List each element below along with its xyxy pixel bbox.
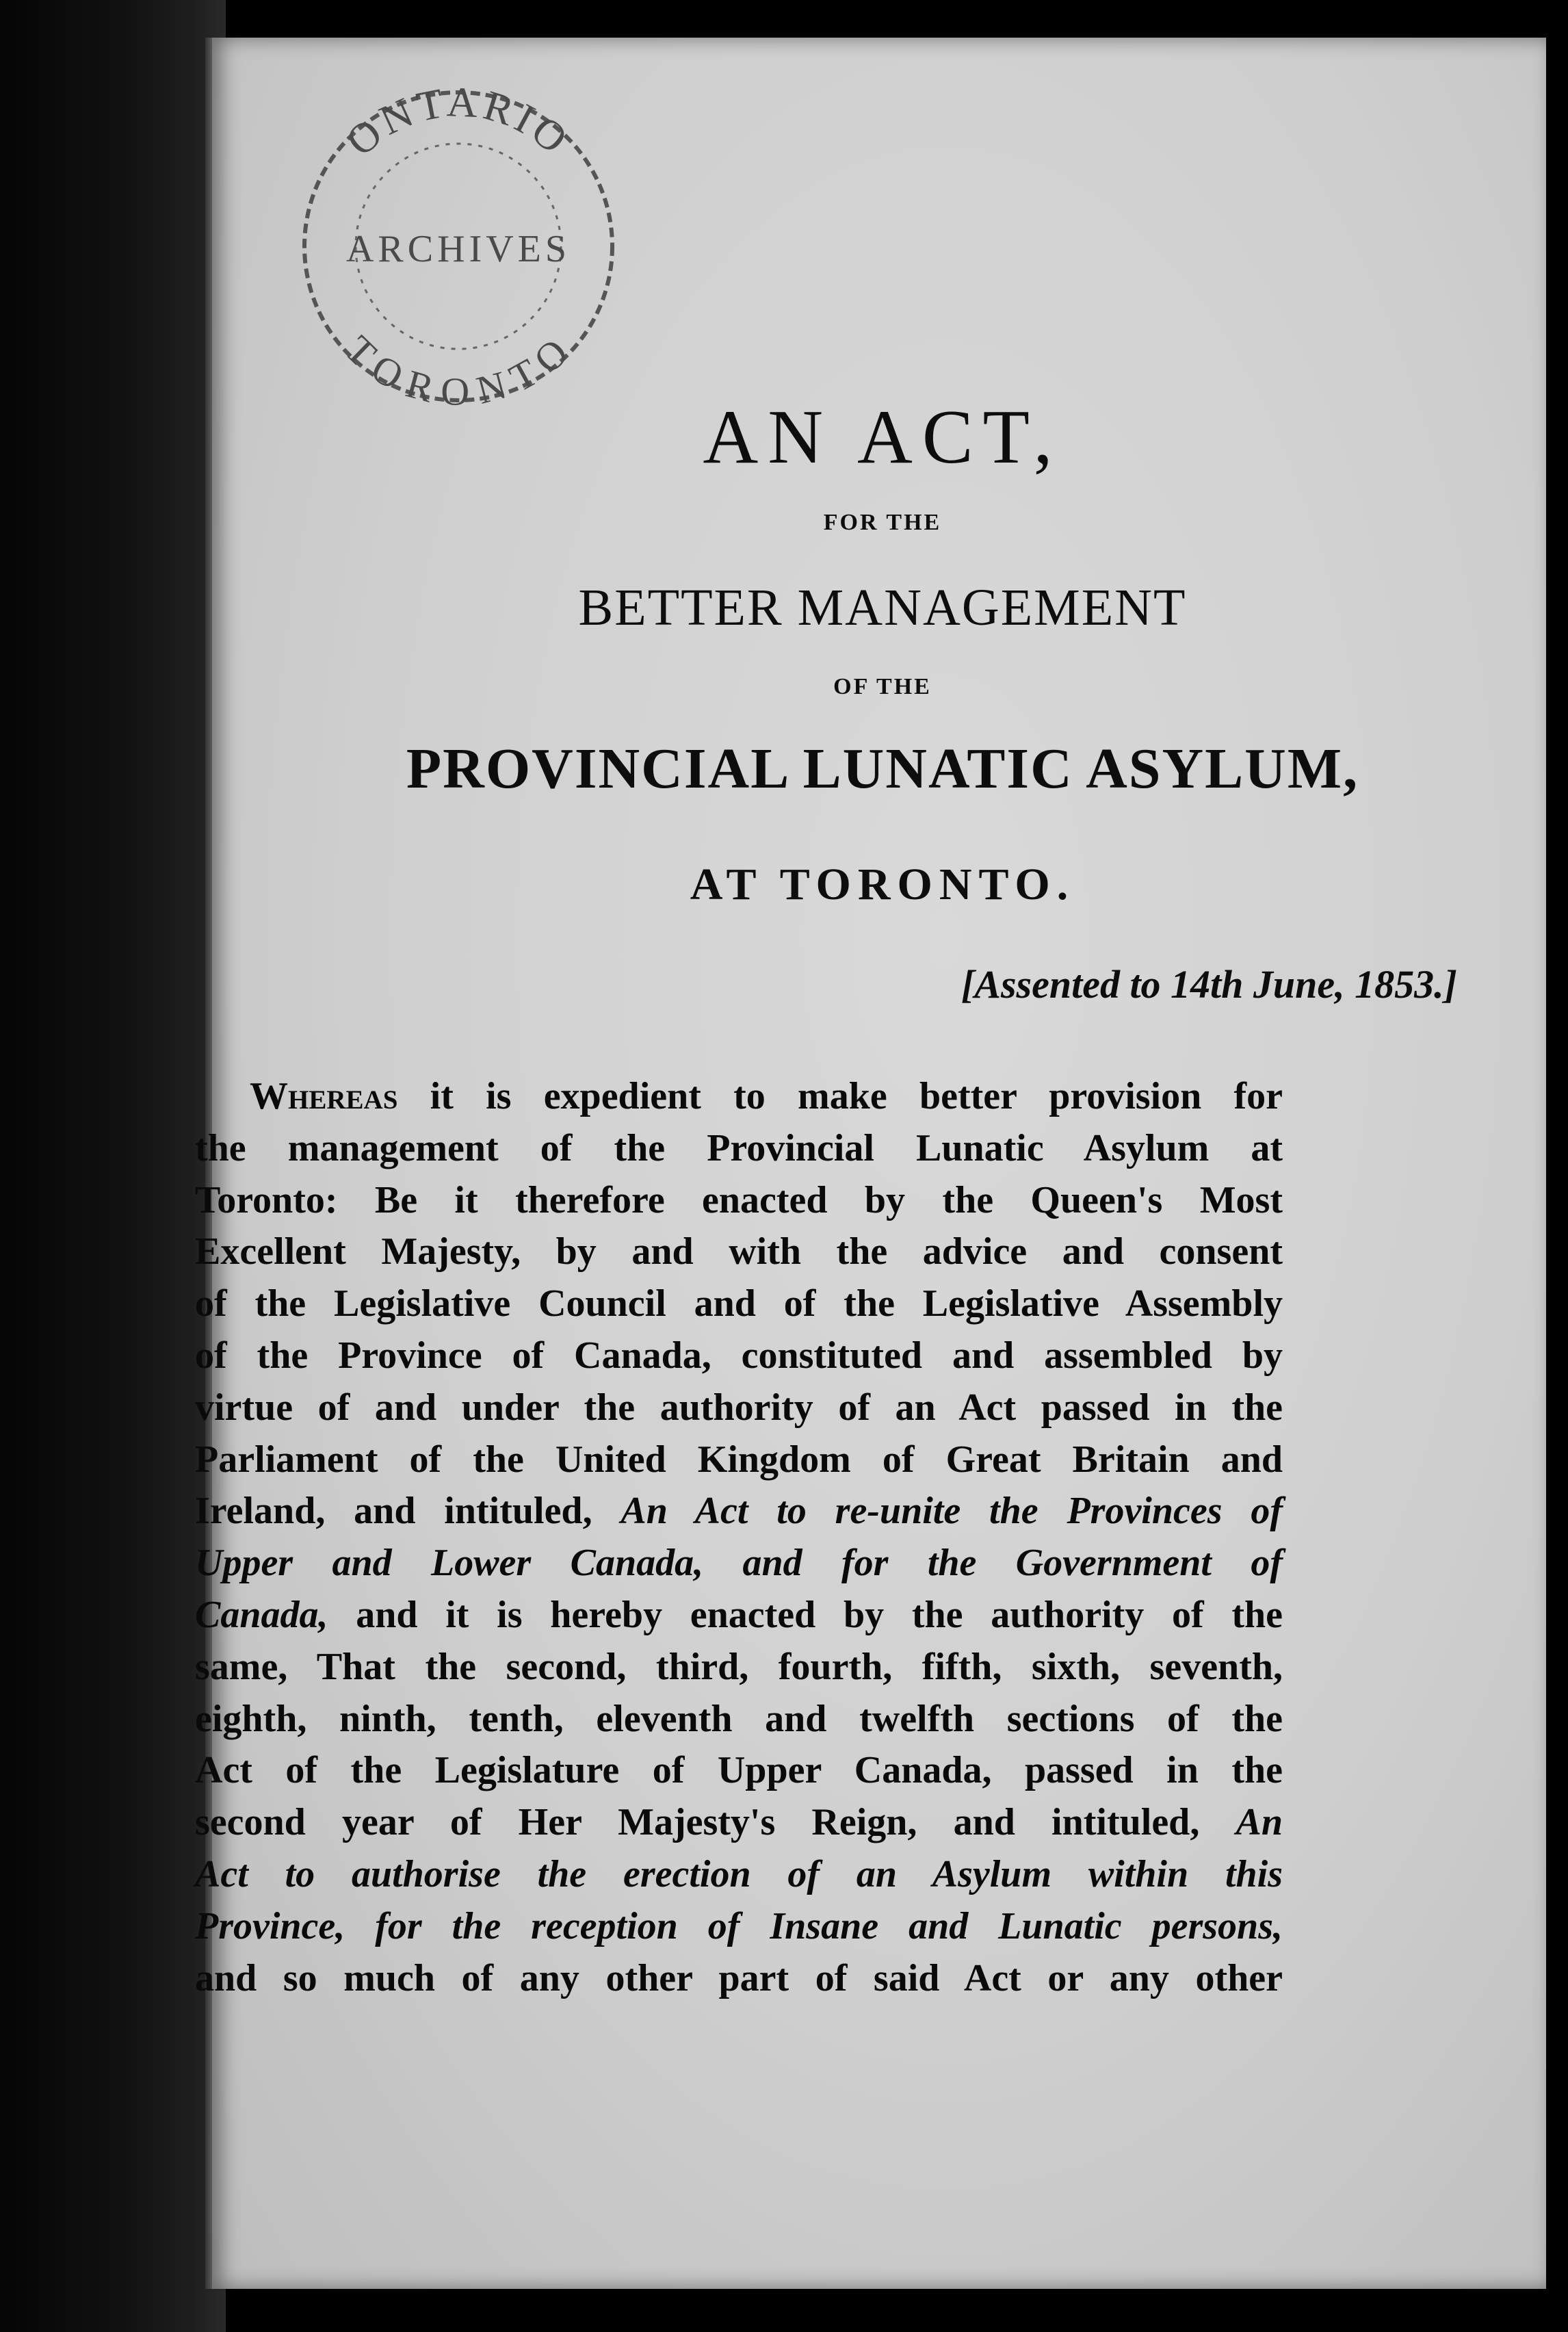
- of-the-label: OF THE: [833, 674, 932, 699]
- body-line: Excellent Majesty, by and with the advice and consent: [195, 1230, 1283, 1273]
- stamp-bottom-text: TORONTO: [337, 326, 580, 414]
- body-line: the management of the Provincial Lunatic Asylum at: [195, 1126, 1283, 1169]
- body-text-segment: Ireland, and intituled,: [195, 1490, 621, 1533]
- italic-canada: Canada,: [195, 1593, 328, 1636]
- body-text-segment: second year of Her Majesty's Reign, and intituled,: [195, 1801, 1236, 1844]
- archives-stamp: [287, 75, 629, 417]
- stamp-middle-text: ARCHIVES: [345, 228, 571, 270]
- body-line: of the Province of Canada, constituted and assembled by: [195, 1334, 1283, 1377]
- asylum-heading: PROVINCIAL LUNATIC ASYLUM,: [406, 737, 1359, 801]
- body-line: Parliament of the United Kingdom of Great Britain and: [195, 1438, 1283, 1481]
- italic-act-title: An Act to re-unite the Provinces of: [620, 1490, 1283, 1533]
- body-line: Province, for the reception of Insane and Lunatic persons,: [195, 1904, 1283, 1947]
- assent-date: [Assented to 14th June, 1853.]: [961, 962, 1457, 1007]
- body-line: and so much of any other part of said Act or any other: [195, 1956, 1283, 1999]
- stamp-top-text: ONTARIO: [337, 79, 579, 166]
- act-body: [195, 1071, 1283, 2004]
- body-line: [195, 1590, 1283, 1642]
- body-line: [195, 1071, 1283, 1123]
- better-management-heading: BETTER MANAGEMENT: [578, 579, 1187, 636]
- body-line: same, That the second, third, fourth, fifth, sixth, seventh,: [195, 1645, 1283, 1688]
- stamp-graphic: [287, 75, 629, 417]
- italic-act-title: An: [1236, 1801, 1283, 1844]
- body-line: Toronto: Be it therefore enacted by the Queen's Most: [195, 1178, 1283, 1221]
- body-line: of the Legislative Council and of the Legislative Assembly: [195, 1282, 1283, 1325]
- body-line: Act of the Legislature of Upper Canada, passed in the: [195, 1749, 1283, 1792]
- for-the-label: FOR THE: [823, 510, 942, 535]
- location-heading: AT TORONTO.: [690, 859, 1075, 909]
- body-line: [195, 1486, 1283, 1538]
- body-line: [195, 1797, 1283, 1849]
- body-text-segment: and it is hereby enacted by the authority of the: [328, 1593, 1283, 1636]
- body-line: virtue of and under the authority of an Act passed in the: [195, 1386, 1283, 1429]
- body-text-segment: it is expedient to make better provision for: [397, 1075, 1283, 1117]
- binding-strip: [0, 0, 226, 2332]
- whereas-word: Whereas: [250, 1075, 398, 1117]
- act-title: AN ACT,: [703, 395, 1062, 480]
- body-line: Upper and Lower Canada, and for the Government of: [195, 1542, 1283, 1585]
- body-line: eighth, ninth, tenth, eleventh and twelfth sections of the: [195, 1697, 1283, 1740]
- body-line: Act to authorise the erection of an Asylum within this: [195, 1852, 1283, 1895]
